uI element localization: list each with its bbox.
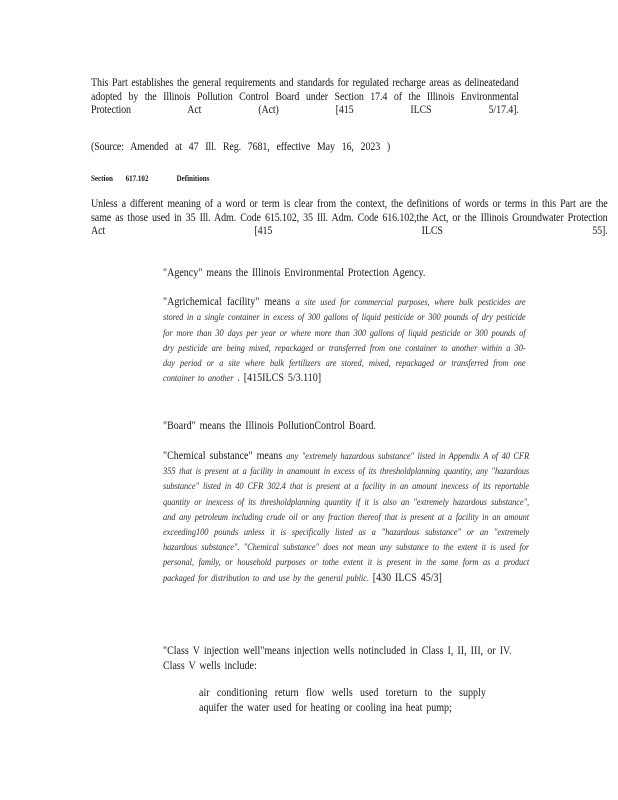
definition-term: "Class V injection well"means — [163, 645, 290, 657]
section-heading — [91, 173, 209, 183]
definition-text: the Illinois PollutionControl Board. — [229, 420, 376, 432]
definition-term: "Agency" means — [163, 267, 232, 279]
definition-text: injection wells notincluded in Class I, II, III, or IV. Class V wells include: — [163, 645, 512, 672]
definition-text: the Illinois Environmental Protection Agency. — [235, 267, 426, 279]
definition-agency — [163, 267, 526, 281]
definition-term: "Agrichemical facility" means — [163, 296, 291, 308]
list-item-text: air conditioning return flow wells used toreturn to the supply aquifer the water used for heating or cooling ina heat pump; — [199, 687, 486, 714]
class-v-list-item — [199, 686, 486, 716]
definition-term: "Board" means — [163, 420, 226, 432]
definition-agrichemical-facility — [163, 295, 526, 387]
definition-term: "Chemical substance" means — [163, 450, 283, 462]
definition-board — [163, 420, 526, 434]
definitions-preamble: Unless a different meaning of a word or term is clear from the context, the definitions of words or terms in this Part are the same as those used in 35 Ill. Adm. Code 615.102, 35 Ill. Adm. Code 616.102,the Act, or the Illinois Groundwater Protection Act [415 ILCS 55]. — [91, 198, 608, 238]
definition-chemical-substance — [163, 449, 529, 586]
section-label: Section — [91, 173, 113, 183]
definition-class-v-injection-well — [163, 644, 511, 673]
source-note: (Source: Amended at 47 Ill. Reg. 7681, effective May 16, 2023 ) — [91, 141, 391, 153]
section-title: Definitions — [176, 173, 210, 183]
statute-citation: [430 ILCS 45/3] — [372, 571, 442, 584]
definition-text: a site used for commercial purposes, where bulk pesticides are stored in a single container in excess of 300 gallons of liquid pesticide or 300 pounds of dry pesticide for more than 30 days per year or where more than 300 gallons of liquid pesticide or 300 pounds of dry pesticide are being mixed, repackaged or transferred from one container to another within a 30-day period or a site where bulk fertilizers are stored, mixed, repackaged or transferred from one container to another — [163, 297, 526, 385]
section-number: 617.102 — [125, 173, 149, 183]
purpose-paragraph: This Part establishes the general requirements and standards for regulated recharge areas as delineatedand adopted by the Illinois Pollution Control Board under Section 17.4 of the Illinois Environmental Protection Act (Act) [415 ILCS 5/17.4]. — [91, 77, 519, 117]
definition-text: any "extremely hazardous substance" listed in Appendix A of 40 CFR 355 that is present at a facility in anamount in excess of its thresholdplanning quantity, any "hazardous substance" listed in 40 CFR 302.4 that is present at a facility in an amount inexcess of its reportable quantity or inexcess of its thresholdplanning quantity if it is also an "extremely hazardous substance", and any petroleum including crude oil or any fraction thereof that is present at a facility in an amount exceeding100 pounds unless it is specifically listed as a "hazardous substance" or an "extremely hazardous substance". "Chemical substance" does not mean any substance to the extent it is used for personal, family, or household purposes or tothe extent it is present in the same form as a product packaged for distribution to and use by the general public. — [163, 451, 530, 584]
statute-citation: . [415ILCS 5/3.110] — [237, 372, 322, 385]
